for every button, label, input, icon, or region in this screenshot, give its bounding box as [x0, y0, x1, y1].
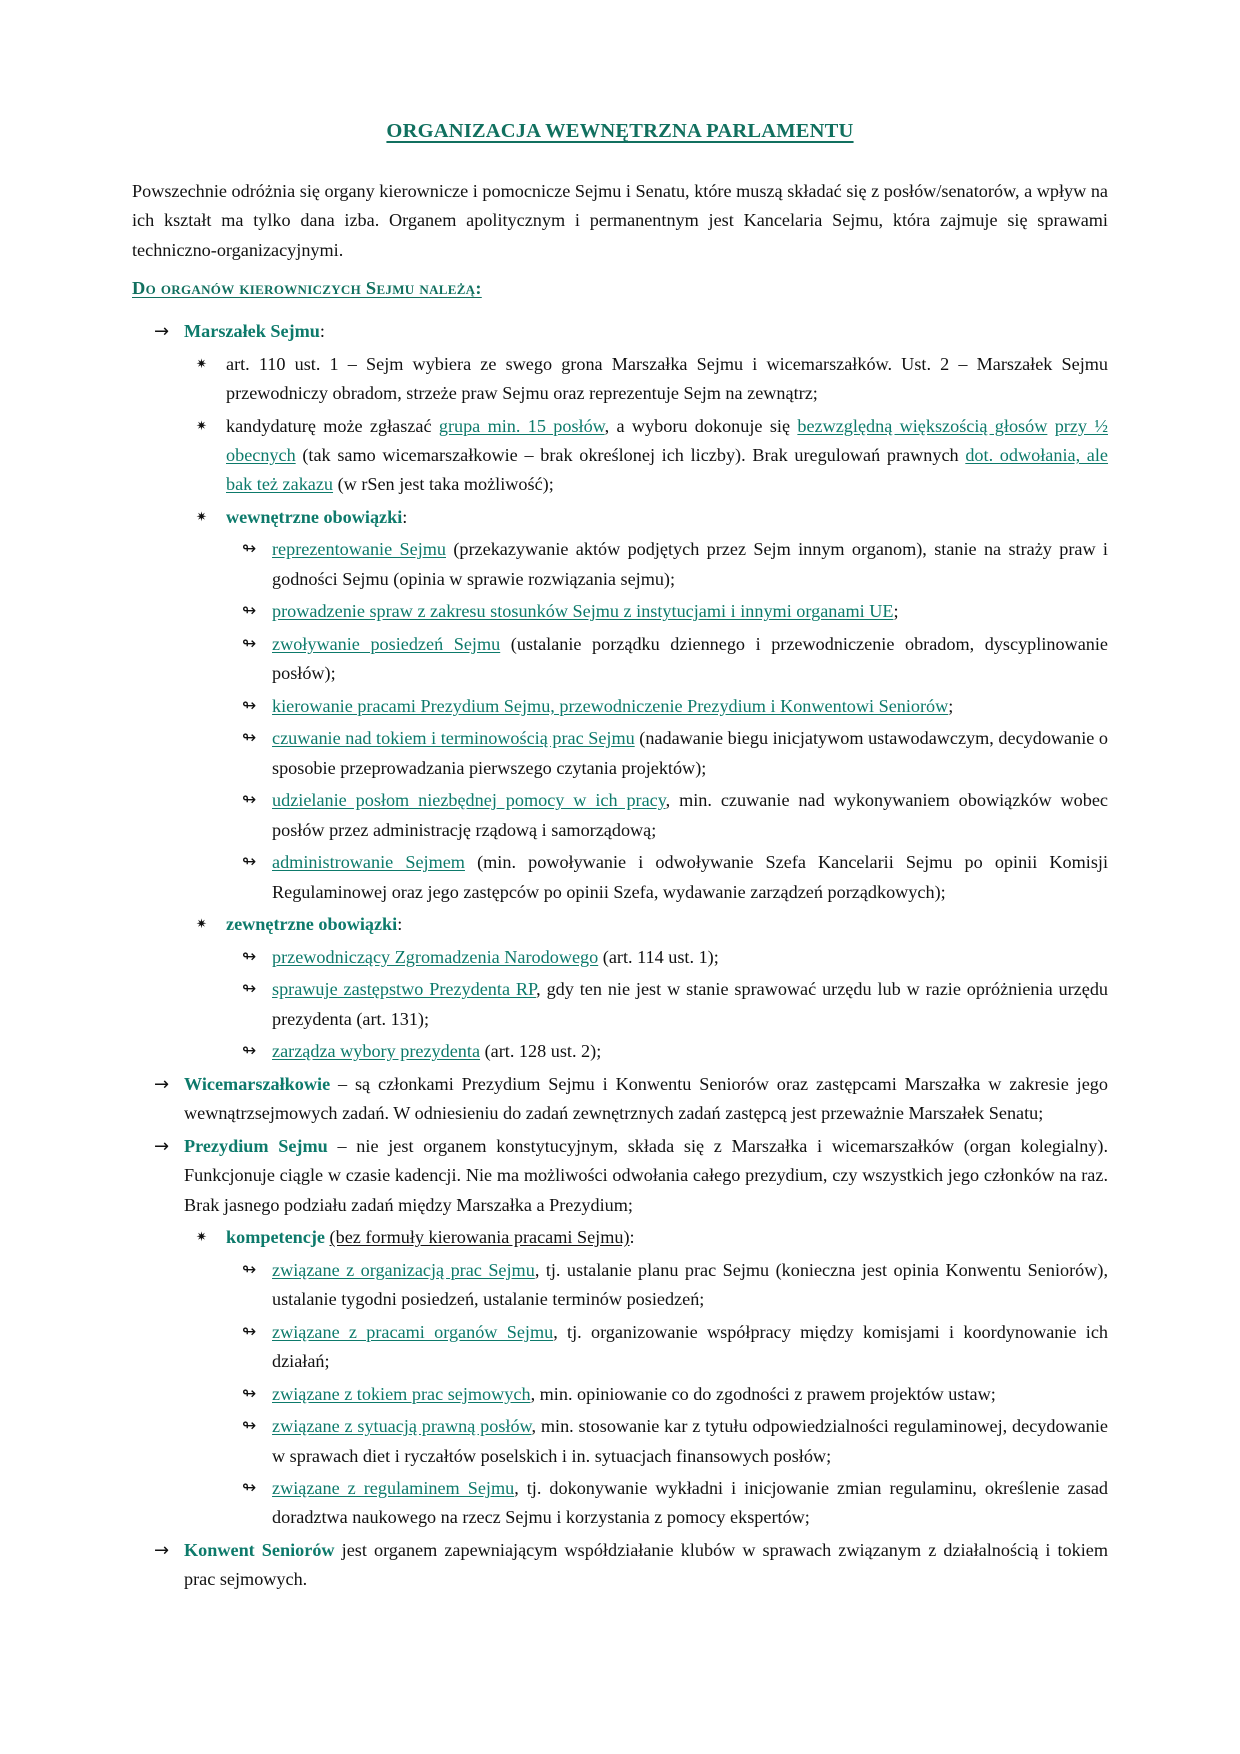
list-item-text: [184, 1536, 1108, 1595]
list-item-text: [272, 1037, 1108, 1066]
star-bullet-icon: ✷: [196, 917, 207, 933]
list-item-text: [226, 1223, 1108, 1252]
term-marszalek: Marszałek Sejmu: [184, 321, 320, 342]
body-text: , tj. ustalanie planu prac Sejmu (konieczna jest opinia Konwentu Seniorów), ustalanie tygodni posiedzeń, ustalanie terminów posiedzeń;: [272, 1259, 1108, 1310]
keyword: zwoływanie posiedzeń Sejmu: [272, 633, 501, 654]
list-item-konwent-seniorow: [154, 1536, 1108, 1595]
keyword: reprezentowanie Sejmu: [272, 539, 446, 560]
list-item-text: [272, 1412, 1108, 1471]
curved-arrow-icon: ↬: [242, 979, 257, 1000]
keyword-bezwzgledna-wiekszosc: bezwzględną większością głosów: [797, 415, 1048, 436]
body-text: , min. czuwanie nad wykonywaniem obowiązków wobec posłów przez administrację rządową i samorządową;: [272, 790, 1108, 840]
list-item-wewnetrzny: [242, 597, 1108, 626]
body-text: (nadawanie biegu inicjatywom ustawodawczym, decydowanie o sposobie przeprowadzania pierwszego czytania projektów);: [272, 728, 1108, 778]
list-item-marszalek: [154, 317, 1108, 346]
list-item-text: [184, 317, 1108, 346]
list-item-zewnetrzny: [242, 943, 1108, 972]
list-item-wewnetrzne-obowiazki: [196, 503, 1108, 532]
list-item-zewnetrzne-obowiazki: [196, 910, 1108, 939]
star-bullet-icon: ✷: [196, 509, 207, 525]
intro-paragraph: Powszechnie odróżnia się organy kierownicze i pomocnicze Sejmu i Senatu, które muszą składać się z posłów/senatorów, a wpływ na ich kształt ma tylko dana izba. Organem apolitycznym i permanentnym jest Kancelaria Sejmu, która zajmuje się sprawami techniczno-organizacyjnymi.: [132, 181, 1108, 260]
arrow-right-icon: →: [154, 321, 170, 343]
body-text: , tj. organizowanie współpracy między komisjami i koordynowanie ich działań;: [272, 1321, 1108, 1372]
keyword: administrowanie Sejmem: [272, 852, 465, 873]
body-text: , tj. dokonywanie wykładni i inicjowanie zmian regulaminu, określenie zasad doradztwa naukowego na rzecz Sejmu i korzystania z pomocy ekspertów;: [272, 1477, 1108, 1528]
list-item-wewnetrzny: [242, 786, 1108, 845]
curved-arrow-icon: ↬: [242, 601, 257, 622]
body-text: jest organem zapewniającym współdziałanie klubów w sprawach związanym z działalnością i tokiem prac sejmowych.: [184, 1539, 1108, 1590]
keyword: zarządza wybory prezydenta: [272, 1041, 481, 1062]
term-konwent-seniorow: Konwent Seniorów: [184, 1539, 335, 1560]
list-item-text: [272, 1380, 1108, 1409]
list-item-wewnetrzny: [242, 724, 1108, 783]
list-item-text: [226, 503, 1108, 532]
list-item-prezydium-sejmu: [154, 1132, 1108, 1220]
term-wicemarszalkowie: Wicemarszałkowie: [184, 1073, 331, 1094]
term-zewnetrzne-obowiazki: zewnętrzne obowiązki: [226, 914, 398, 935]
list-item-kandydatura: [196, 412, 1108, 500]
keyword: związane z pracami organów Sejmu: [272, 1321, 554, 1342]
keyword-odwolanie: dot. odwołania, ale bak też zakazu: [226, 445, 1109, 495]
keyword: sprawuje zastępstwo Prezydenta RP: [272, 979, 537, 1000]
list-item-text: [226, 910, 1108, 939]
list-item-text: [272, 943, 1108, 972]
arrow-right-icon: →: [154, 1135, 170, 1157]
list-item-wewnetrzny: [242, 630, 1108, 689]
curved-arrow-icon: ↬: [242, 1041, 257, 1062]
zewnetrzne-obowiazki-list: [132, 943, 1108, 1067]
list-item-kompetencja: [242, 1474, 1108, 1533]
keyword: związane z regulaminem Sejmu: [272, 1477, 515, 1498]
body-text: (art. 114 ust. 1);: [598, 946, 719, 967]
star-bullet-icon: ✷: [196, 1230, 207, 1246]
star-bullet-icon: ✷: [196, 356, 207, 372]
text-mid2: (tak samo wicemarszałkowie – brak określonej ich liczby). Brak uregulowań prawnych: [295, 445, 966, 465]
body-text: – są członkami Prezydium Sejmu i Konwentu Seniorów oraz zastępcami Marszałka w zakresie jego wewnątrzsejmowych zadań. W odniesieniu do zadań zewnętrznych zadań zastępcą jest przeważnie Marszałek Senatu;: [184, 1073, 1108, 1124]
curved-arrow-icon: ↬: [242, 946, 257, 967]
list-item-kompetencja: [242, 1380, 1108, 1409]
keyword: związane z tokiem prac sejmowych: [272, 1383, 531, 1404]
kompetencje-list: [132, 1256, 1108, 1533]
term-wewnetrzne-obowiazki: wewnętrzne obowiązki: [226, 506, 403, 527]
list-item-kompetencja: [242, 1256, 1108, 1315]
keyword: kierowanie pracami Prezydium Sejmu, przewodniczenie Prezydium i Konwentowi Seniorów: [272, 695, 949, 716]
list-item-text: [272, 692, 1108, 721]
text-mid: , a wyboru dokonuje się: [604, 415, 798, 436]
keyword: udzielanie posłom niezbędnej pomocy w ich pracy: [272, 790, 666, 811]
list-item-text: [226, 412, 1108, 500]
curved-arrow-icon: ↬: [242, 1259, 257, 1280]
curved-arrow-icon: ↬: [242, 1383, 257, 1404]
list-item-text: [272, 597, 1108, 626]
page-title: ORGANIZACJA WEWNĘTRZNA PARLAMENTU: [386, 120, 854, 142]
arrow-right-icon: →: [154, 1073, 170, 1095]
list-item-zewnetrzny: [242, 1037, 1108, 1066]
keyword: prowadzenie spraw z zakresu stosunków Sejmu z instytucjami i innymi organami UE: [272, 601, 894, 622]
list-item-wewnetrzny: [242, 848, 1108, 907]
list-item-kompetencja: [242, 1318, 1108, 1377]
curved-arrow-icon: ↬: [242, 728, 257, 749]
list-item-wicemarszalkowie: [154, 1070, 1108, 1129]
keyword: związane z sytuacją prawną posłów: [272, 1416, 532, 1437]
body-text: (przekazywanie aktów podjętych przez Sejm innym organom), stanie na straży praw i godności Sejmu (opinia w sprawie rozwiązania sejmu);: [272, 539, 1108, 589]
body-text: – nie jest organem konstytucyjnym, składa się z Marszałka i wicemarszałków (organ kolegialny). Funkcjonuje ciągle w czasie kadencji. Nie ma możliwości odwołania całego prezydium, czy wszystkich jego członków na raz. Brak jasnego podziału zadań między Marszałka a Prezydium;: [184, 1135, 1108, 1215]
arrow-right-icon: →: [154, 1539, 170, 1561]
text-space: [1047, 416, 1054, 436]
list-item-zewnetrzny: [242, 975, 1108, 1034]
list-item-kompetencje: [196, 1223, 1108, 1252]
curved-arrow-icon: ↬: [242, 633, 257, 654]
body-text: , min. stosowanie kar z tytułu odpowiedzialności regulaminowej, decydowanie w sprawach diet i ryczałtów poselskich i in. sytuacjach finansowych posłów;: [272, 1416, 1108, 1466]
curved-arrow-icon: ↬: [242, 1477, 257, 1498]
keyword-polowa-obecnych: przy ½ obecnych: [226, 415, 1108, 465]
keyword: związane z organizacją prac Sejmu: [272, 1259, 535, 1280]
colon: :: [319, 321, 325, 342]
body-text: ;: [893, 601, 899, 622]
body-text: (ustalanie porządku dziennego i przewodniczenie obradom, dyscyplinowanie posłów);: [272, 633, 1108, 684]
list-item-text: [184, 1132, 1108, 1220]
list-item-text: [272, 786, 1108, 845]
list-item-text: [272, 975, 1108, 1034]
text-lead: kandydaturę może zgłaszać: [226, 415, 439, 436]
list-item-text: [272, 724, 1108, 783]
term-prezydium-sejmu: Prezydium Sejmu: [184, 1135, 328, 1156]
keyword-grupa-poslow: grupa min. 15 posłów: [438, 415, 605, 436]
list-item-text: [272, 1256, 1108, 1315]
body-text: , gdy ten nie jest w stanie sprawować urzędu lub w razie opróżnienia urzędu prezydenta (art. 131);: [272, 979, 1109, 1029]
star-bullet-icon: ✷: [196, 418, 207, 434]
body-text: ;: [948, 695, 954, 716]
body-text: (art. 128 ust. 2);: [480, 1041, 602, 1062]
curved-arrow-icon: ↬: [242, 1321, 257, 1342]
curved-arrow-icon: ↬: [242, 1416, 257, 1437]
curved-arrow-icon: ↬: [242, 852, 257, 873]
list-item-text: [272, 1318, 1108, 1377]
colon: :: [629, 1227, 635, 1248]
list-item-wewnetrzny: [242, 535, 1108, 594]
list-item-art110: [196, 350, 1108, 409]
list-item-text: art. 110 ust. 1 – Sejm wybiera ze swego grona Marszałka Sejmu i wicemarszałków. Ust. 2 – Marszałek Sejmu przewodniczy obradom, strzeże praw Sejmu oraz reprezentuje Sejm na zewnątrz;: [226, 353, 1108, 404]
list-item-wewnetrzny: [242, 692, 1108, 721]
kompetencje-note: (bez formuły kierowania pracami Sejmu): [329, 1227, 630, 1248]
section-heading: Do organów kierowniczych Sejmu należą:: [132, 278, 482, 299]
section-heading-row: [132, 269, 1108, 311]
keyword: przewodniczący Zgromadzenia Narodowego: [272, 946, 599, 967]
curved-arrow-icon: ↬: [242, 539, 257, 560]
body-text: (min. powoływanie i odwoływanie Szefa Kancelarii Sejmu po opinii Komisji Regulaminowej oraz jego zastępców po opinii Szefa, wydawanie zarządzeń porządkowych);: [272, 852, 1109, 902]
colon: :: [397, 914, 403, 935]
curved-arrow-icon: ↬: [242, 790, 257, 811]
curved-arrow-icon: ↬: [242, 695, 257, 716]
list-item-text: [272, 630, 1108, 689]
text-tail: (w rSen jest taka możliwość);: [333, 474, 554, 495]
list-item-text: [272, 848, 1108, 907]
colon: :: [402, 506, 408, 527]
list-item-text: [272, 1474, 1108, 1533]
term-kompetencje: kompetencje: [226, 1227, 325, 1248]
list-item-text: [184, 1070, 1108, 1129]
list-item-text: [272, 535, 1108, 594]
wewnetrzne-obowiazki-list: [132, 535, 1108, 907]
body-text: , min. opiniowanie co do zgodności z prawem projektów ustaw;: [530, 1383, 996, 1404]
list-item-kompetencja: [242, 1412, 1108, 1471]
keyword: czuwanie nad tokiem i terminowością prac Sejmu: [272, 728, 635, 749]
